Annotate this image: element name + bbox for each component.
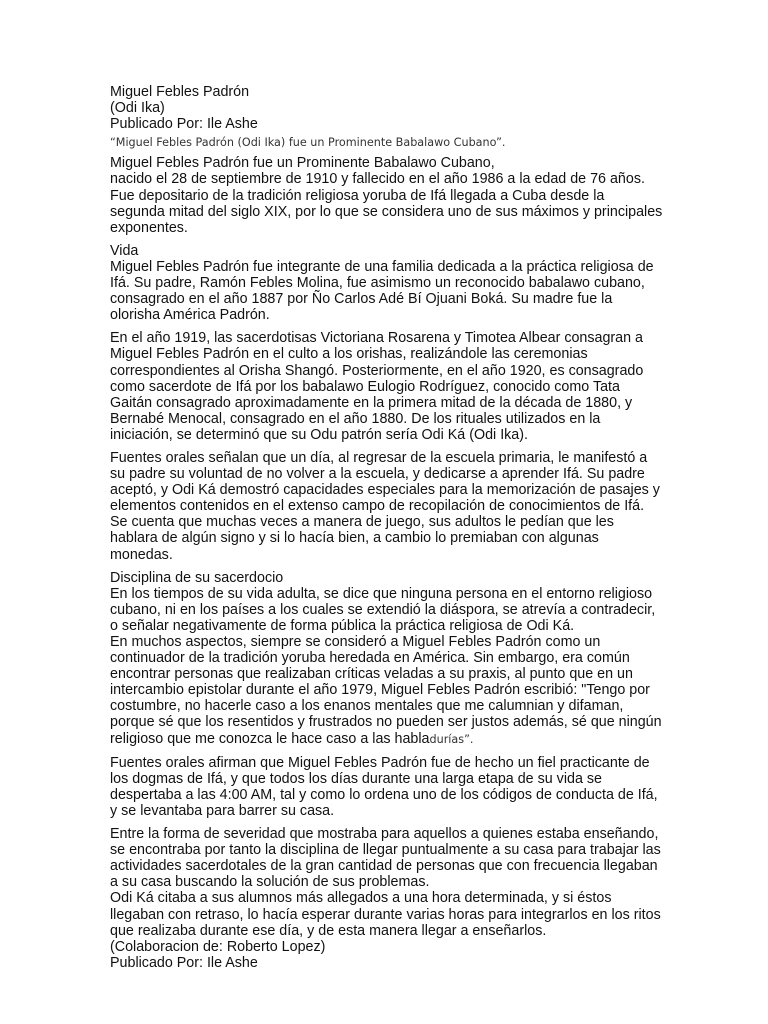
paragraph-line: se encontraba por tanto la disciplina de llegar puntualmente a su casa para trabajar las — [110, 842, 661, 859]
paragraph-line: como sacerdote de Ifá por los babalawo Eulogio Rodríguez, conocido como Tata — [110, 378, 620, 395]
paragraph-line: Se cuenta que muchas veces a manera de juego, sus adultos le pedían que les — [110, 514, 614, 531]
document-page — [110, 84, 670, 971]
paragraph-line: actividades sacerdotales de la gran cantidad de personas que con frecuencia llegaban — [110, 858, 658, 875]
paragraph-line: los dogmas de Ifá, y que todos los días durante una larga etapa de su vida se — [110, 770, 602, 787]
paragraph-line: Fuentes orales señalan que un día, al regresar de la escuela primaria, le manifestó a — [110, 449, 648, 466]
paragraph-line: Fue depositario de la tradición religiosa yoruba de Ifá llegada a Cuba desde la — [110, 187, 605, 204]
paragraph-line — [110, 731, 670, 748]
paragraph-line: Entre la forma de severidad que mostraba para aquellos a quienes estaba enseñando, — [110, 826, 659, 843]
odu-name: (Odi Ika) — [110, 100, 165, 117]
paragraph-line: Miguel Febles Padrón en el culto a los orishas, realizándole las ceremonias — [110, 346, 588, 363]
title-quote: “Miguel Febles Padrón (Odi Ika) fue un Prominente Babalawo Cubano”. — [110, 136, 506, 150]
paragraph-line: Miguel Febles Padrón fue integrante de una familia dedicada a la práctica religiosa de — [110, 258, 654, 275]
paragraph-line-tail: durías”. — [429, 732, 474, 746]
paragraph-line: Gaitán consagrado aproximadamente en la primera mitad de la década de 1880, y — [110, 394, 633, 411]
paragraph-line: En los tiempos de su vida adulta, se dice que ninguna persona en el entorno religioso — [110, 585, 653, 602]
paragraph-line: cubano, ni en los países a los cuales se extendió la diáspora, se atrevía a contradecir, — [110, 601, 656, 618]
vida-section — [110, 243, 670, 323]
paragraph-line: Ifá. Su padre, Ramón Febles Molina, fue asimismo un reconocido babalawo cubano, — [110, 275, 645, 292]
paragraph-line: En muchos aspectos, siempre se consideró a Miguel Febles Padrón como un — [110, 634, 601, 650]
paragraph-line: que realizaba durante ese día, y de esta manera llegar a enseñarlos. — [110, 922, 547, 939]
severity-paragraph — [110, 826, 670, 939]
footer — [110, 939, 670, 971]
paragraph-line: exponentes. — [110, 219, 188, 236]
paragraph-line: hablara de algún signo y si lo hacía bien, a cambio lo premiaban con algunas — [110, 530, 599, 547]
paragraph-line: porque sé que los resentidos y frustrados no pueden ser justos además, sé que ningún — [110, 714, 662, 731]
header — [110, 84, 670, 151]
paragraph-line: Bernabé Menocal, consagrado en el año 1880. De los rituales utilizados en la — [110, 410, 601, 427]
published-by: Publicado Por: Ile Ashe — [110, 116, 258, 133]
paragraph-line: elementos contenidos en el extenso campo de recopilación de conocimientos de Ifá. — [110, 498, 645, 515]
paragraph-line: o señalar negativamente de forma pública la práctica religiosa de Odi Ká. — [110, 617, 575, 634]
paragraph-line: consagrado en el año 1887 por Ño Carlos Adé Bí Ojuani Boká. Su madre fue la — [110, 291, 613, 308]
paragraph-line: iniciación, se determinó que su Odu patrón sería Odi Ká (Odi Ika). — [110, 426, 528, 443]
paragraph-line: llegaban con retraso, lo hacía esperar durante varias horas para integrarlos en los ritos — [110, 906, 661, 923]
oral-sources-paragraph — [110, 450, 670, 563]
paragraph-line: nacido el 28 de septiembre de 1910 y fallecido en el año 1986 a la edad de 76 años. — [110, 171, 645, 188]
paragraph-line: Odi Ká citaba a sus alumnos más allegados a una hora determinada, y si éstos — [110, 890, 612, 907]
intro-paragraph — [110, 155, 670, 235]
paragraph-line: costumbre, no hacerle caso a los enanos mentales que me calumnian y difaman, — [110, 698, 624, 715]
paragraph-line: intercambio epistolar durante el año 1979, Miguel Febles Padrón escribió: "Tengo por — [110, 682, 650, 699]
paragraph-line: correspondientes al Orisha Shangó. Posteriormente, en el año 1920, es consagrado — [110, 362, 644, 379]
paragraph-line: y se levantaba para barrer su casa. — [110, 802, 335, 819]
section-heading-discipline: Disciplina de su sacerdocio — [110, 569, 284, 586]
paragraph-line: segunda mitad del siglo XIX, por lo que se considera uno de sus máximos y principales — [110, 203, 663, 220]
paragraph-line: olorisha América Padrón. — [110, 307, 270, 324]
paragraph-line: aceptó, y Odi Ká demostró capacidades especiales para la memorización de pasajes y — [110, 482, 660, 499]
paragraph-line-main: religioso que me conozca le hace caso a las habla — [110, 730, 430, 747]
consecration-paragraph — [110, 330, 670, 443]
section-heading-vida: Vida — [110, 242, 139, 259]
paragraph-line: encontrar personas que realizaban críticas veladas a su praxis, al punto que en un — [110, 666, 633, 683]
footer-published-by: Publicado Por: Ile Ashe — [110, 954, 258, 971]
paragraph-line: Miguel Febles Padrón fue un Prominente Babalawo Cubano, — [110, 155, 495, 172]
discipline-section — [110, 570, 670, 748]
document-title: Miguel Febles Padrón — [110, 84, 250, 100]
paragraph-line: despertaba a las 4:00 AM, tal y como lo ordena uno de los códigos de conducta de Ifá, — [110, 786, 658, 803]
paragraph-line: a su casa buscando la solución de sus problemas. — [110, 874, 430, 891]
paragraph-line: En el año 1919, las sacerdotisas Victoriana Rosarena y Timotea Albear consagran a — [110, 330, 644, 347]
daily-practice-paragraph — [110, 755, 670, 819]
paragraph-line: monedas. — [110, 546, 173, 563]
collaboration-credit: (Colaboracion de: Roberto Lopez) — [110, 938, 326, 955]
paragraph-line: Fuentes orales afirman que Miguel Febles Padrón fue de hecho un fiel practicante de — [110, 754, 650, 771]
paragraph-line: su padre su voluntad de no volver a la escuela, y dedicarse a aprender Ifá. Su padre — [110, 466, 645, 483]
paragraph-line: continuador de la tradición yoruba heredada en América. Sin embargo, era común — [110, 650, 630, 667]
